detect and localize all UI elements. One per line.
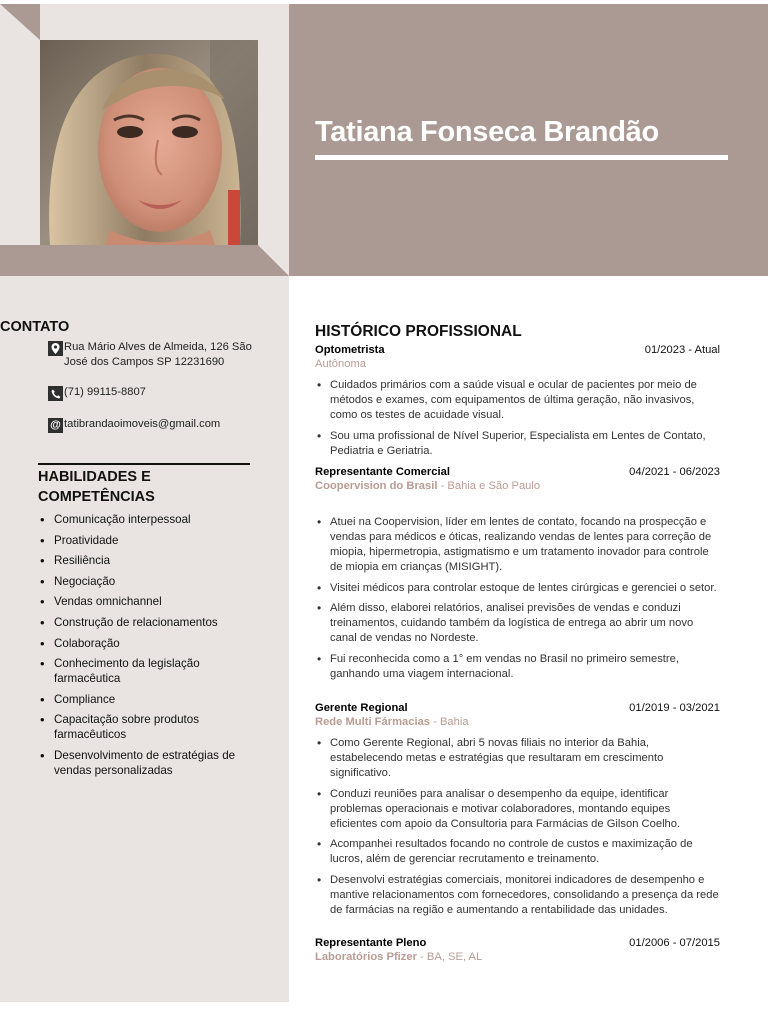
- contact-address: [48, 340, 258, 370]
- job-location: - Bahia e São Paulo: [437, 480, 541, 492]
- job-company-line: [315, 715, 720, 730]
- skill-item: • Conhecimento da legislação farmacêutica: [38, 656, 253, 686]
- skills-heading: HABILIDADES E COMPETÊNCIAS: [38, 469, 155, 505]
- job-dates: 01/2006 - 07/2015: [629, 937, 720, 949]
- job-bullet: • Fui reconhecida como a 1° em vendas no Brasil no primeiro semestre, ganhando uma viagem internacional.: [315, 652, 720, 682]
- job-bullets: [315, 378, 720, 459]
- candidate-name: Tatiana Fonseca Brandão: [315, 116, 659, 148]
- contact-phone: [48, 385, 146, 401]
- sidebar-top-fill: [0, 245, 258, 276]
- job-bullet: • Como Gerente Regional, abri 5 novas filiais no interior da Bahia, estabelecendo metas e estratégias que resultaram em crescimento significativo.: [315, 736, 720, 781]
- job-bullet: • Além disso, elaborei relatórios, analisei previsões de vendas e conduzi treinamentos, cuidando também da logística de entrega ao abrir um novo canal de vendas no Nordeste.: [315, 601, 720, 646]
- skill-item: • Vendas omnichannel: [38, 594, 253, 609]
- job-role: Representante Comercial: [315, 466, 450, 478]
- history-heading: HISTÓRICO PROFISSIONAL: [315, 323, 522, 340]
- skill-item: • Construção de relacionamentos: [38, 615, 253, 630]
- contact-heading: CONTATO: [0, 319, 70, 335]
- job-dates: 04/2021 - 06/2023: [629, 466, 720, 478]
- skill-item: • Negociação: [38, 574, 253, 589]
- address-text: Rua Mário Alves de Almeida, 126 São José dos Campos SP 12231690: [64, 341, 252, 368]
- skill-item: • Proatividade: [38, 533, 253, 548]
- phone-text[interactable]: (71) 99115-8807: [64, 386, 146, 398]
- skill-item: • Compliance: [38, 692, 253, 707]
- job-entry: [315, 343, 720, 464]
- job-bullet: • Atuei na Coopervision, líder em lentes de contato, focando na prospecção e vendas para médicos e óticas, realizando vendas de lentes para correção de miopia, hipermetropia, astigmatismo e um tratamento inovador para controle de miopia em crianças (MISIGHT).: [315, 515, 720, 575]
- email-text[interactable]: tatibrandaoimoveis@gmail.com: [64, 418, 221, 430]
- job-entry: [315, 936, 720, 965]
- job-bullet: • Cuidados primários com a saúde visual e ocular de pacientes por meio de métodos e exames, com equipamentos de última geração, não invasivos, como os testes de acuidade visual.: [315, 378, 720, 423]
- skills-divider: [38, 463, 250, 465]
- job-header: [315, 343, 720, 357]
- skill-item: • Comunicação interpessoal: [38, 512, 253, 527]
- skills-list: [38, 512, 253, 784]
- job-header: [315, 465, 720, 479]
- job-bullets: [315, 515, 720, 682]
- job-dates: 01/2023 - Atual: [644, 344, 720, 356]
- skill-item: • Colaboração: [38, 636, 253, 651]
- name-underline: [315, 155, 728, 160]
- phone-icon: [48, 386, 63, 401]
- skill-item: • Capacitação sobre produtos farmacêuticos: [38, 712, 253, 742]
- job-dates: 01/2019 - 03/2021: [629, 702, 720, 714]
- job-bullet: • Visitei médicos para controlar estoque de lentes cirúrgicas e gerenciei o setor.: [315, 581, 720, 596]
- at-sign-icon: @: [48, 418, 63, 433]
- job-company: Rede Multi Fármacias: [315, 716, 431, 728]
- job-company-line: [315, 950, 720, 965]
- job-company: Laboratórios Pfizer: [315, 951, 417, 963]
- job-entry: [315, 701, 720, 923]
- job-company: Autônoma: [315, 358, 366, 370]
- job-location: - BA, SE, AL: [416, 951, 483, 963]
- job-role: Gerente Regional: [315, 702, 408, 714]
- job-bullet: • Acompanhei resultados focando no controle de custos e maximização de lucros, além de gerenciar recrutamento e treinamento.: [315, 837, 720, 867]
- job-bullets: [315, 736, 720, 918]
- job-bullet: • Conduzi reuniões para analisar o desempenho da equipe, identificar problemas operacionais e motivar colaboradores, montando equipes eficientes com apoio da Consultoria para Farmácias de Gilson Coelho.: [315, 787, 720, 832]
- map-pin-icon: [48, 341, 63, 356]
- skill-item: • Resiliência: [38, 553, 253, 568]
- job-location: - Bahia: [430, 716, 469, 728]
- job-header: [315, 701, 720, 715]
- skill-item: • Desenvolvimento de estratégias de vendas personalizadas: [38, 748, 253, 778]
- job-bullet: • Desenvolvi estratégias comerciais, monitorei indicadores de desempenho e mantive relacionamentos com fornecedores, consolidando a presença da rede de farmácias na região e aumentando a rentabilidade das unidades.: [315, 873, 720, 918]
- job-role: Optometrista: [315, 344, 385, 356]
- contact-email: [48, 417, 220, 433]
- job-role: Representante Pleno: [315, 937, 427, 949]
- job-header: [315, 936, 720, 950]
- sidebar-diagonal: [258, 245, 289, 276]
- job-entry: [315, 465, 720, 687]
- job-bullet: • Sou uma profissional de Nível Superior, Especialista em Lentes de Contato, Pediatria e Geriatria.: [315, 429, 720, 459]
- job-company-line: [315, 479, 720, 494]
- job-company: Coopervision do Brasil: [315, 480, 438, 492]
- profile-photo: [40, 40, 258, 245]
- job-company-line: [315, 357, 720, 372]
